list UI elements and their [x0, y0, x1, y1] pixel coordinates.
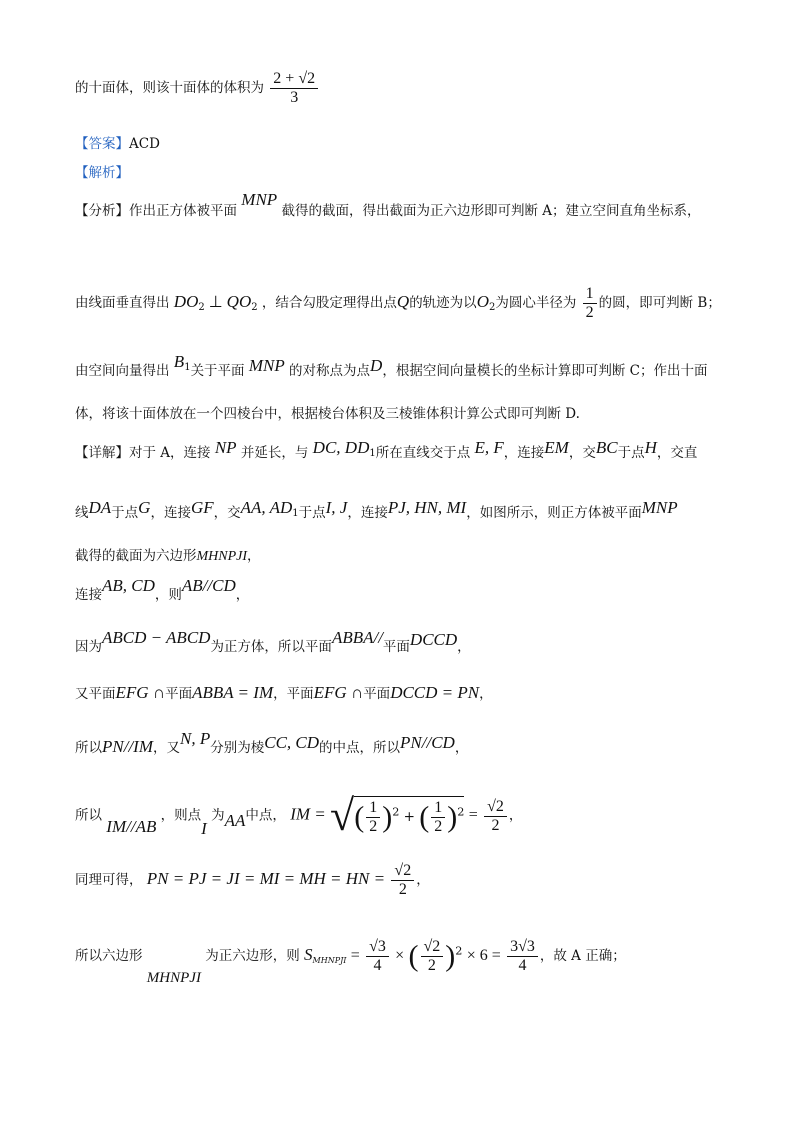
analysis-heading [75, 163, 129, 183]
text: 的十面体，则该十面体的体积为 [75, 80, 264, 96]
answer-value: ACD [129, 136, 160, 152]
detail-line-2: 线DA于点G，连接GF，交AA, $AD_1$于点I, J，连接PJ, HN, MI，如图所示，则正方体被平面MNP [75, 498, 678, 521]
detail-line-1: 【详解】对于 A，连接 NP 并延长，与 DC, $DD_1$所在直线交于点 E, F，连接EM，交BC于点H，交直 [75, 438, 698, 461]
analysis-line-1: 【分析】作出正方体被平面 MNP 截得的截面，得出截面为正六边形即可判断 A；建立空间直角坐标系， [75, 190, 701, 219]
analysis-line-4: 体，将该十面体放在一个四棱台中，根据棱台体积及三棱锥体积计算公式即可判断 D. [75, 406, 580, 422]
detail-line-8: 所以 IM//AB ，则点I 为AA中点， IM = √( $\frac{1}{2}$ )$^2$ + ( $\frac{1}{2}$ )$^2$ = $\frac{√2}{2}$ ， [75, 791, 523, 840]
detail-line-7: 所以PN//IM，又N, P分别为棱CC, CD的中点，所以PN//CD， [75, 729, 469, 756]
detail-line-4: 连接AB, CD，则AB//CD， [75, 576, 250, 603]
fraction-volume: $\frac{2 + √2}{3}$ [270, 70, 318, 107]
answer-tag: 【答案】 [75, 136, 129, 152]
line-volume [75, 70, 320, 107]
analysis-line-3: 由空间向量得出 $B_1$关于平面 MNP 的对称点为点D，根据空间向量模长的坐标计算即可判断 C；作出十面 [75, 352, 708, 379]
detail-line-10: 所以六边形 MHNPJI 为正六边形，则 $S_{MHNPJI}$ = $\frac{√3}{4}$ × ( $\frac{√2}{2}$ )$^2$ × 6 = $\frac{3√3}{4}$ ，故 A 正确； [75, 938, 626, 986]
answer-line [75, 134, 160, 154]
analysis-line-2: 由线面垂直得出 $DO_2$ ⊥ $QO_2$ ，结合勾股定理得出点Q的轨迹为以$O_2$为圆心半径为 $\frac{1}{2}$ 的圆，即可判断 B； [75, 285, 721, 321]
fraction-half: $\frac{1}{2}$ [583, 285, 597, 322]
analysis-tag: 【解析】 [75, 165, 129, 181]
detail-line-6: 又平面EFG ∩平面ABBA = IM，平面EFG ∩平面DCCD = PN， [75, 683, 493, 702]
detail-line-5: 因为ABCD − ABCD为正方体，所以平面ABBA//平面DCCD， [75, 628, 471, 655]
detail-line-9: 同理可得， PN = PJ = JI = MI = MH = HN = $\frac{√2}{2}$ ， [75, 862, 430, 898]
detail-line-3: 截得的截面为六边形MHNPJI， [75, 548, 261, 564]
